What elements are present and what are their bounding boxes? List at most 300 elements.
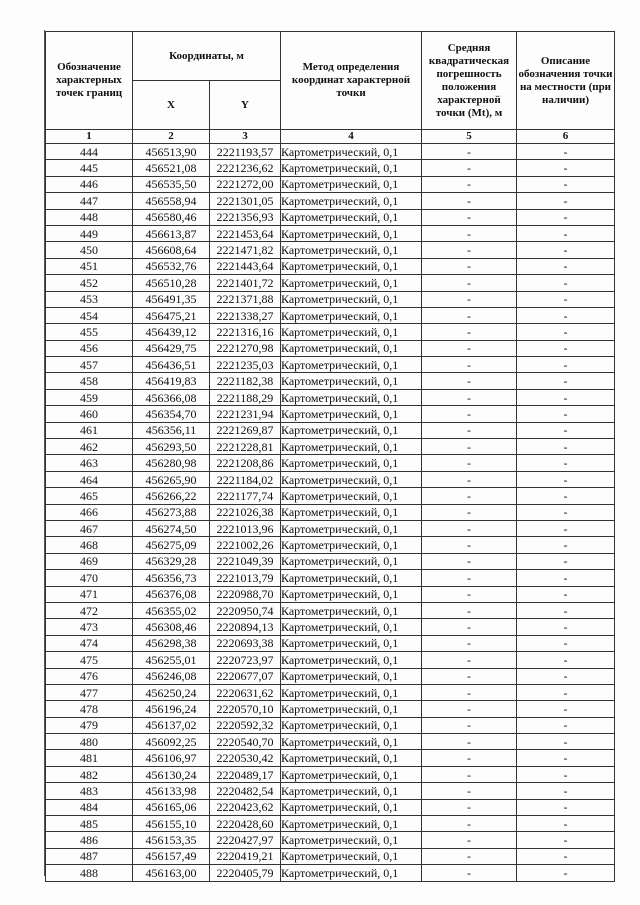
- point-number-cell: 469: [46, 553, 133, 569]
- point-number-cell: 480: [46, 734, 133, 750]
- table-row: [46, 832, 615, 848]
- method-cell: Картометрический, 0,1: [281, 619, 422, 635]
- error-cell: -: [422, 537, 517, 553]
- x-coordinate-cell: 456535,50: [133, 176, 210, 192]
- table-row: [46, 848, 615, 864]
- method-cell: Картометрический, 0,1: [281, 291, 422, 307]
- description-cell: -: [517, 275, 615, 291]
- method-cell: Картометрический, 0,1: [281, 471, 422, 487]
- x-coordinate-cell: 456255,01: [133, 652, 210, 668]
- method-cell: Картометрический, 0,1: [281, 865, 422, 881]
- y-coordinate-cell: 2221049,39: [210, 553, 281, 569]
- x-coordinate-cell: 456376,08: [133, 586, 210, 602]
- table-row: [46, 865, 615, 881]
- error-cell: -: [422, 619, 517, 635]
- table-row: [46, 242, 615, 258]
- description-cell: -: [517, 799, 615, 815]
- column-number-2: 2: [133, 130, 210, 144]
- x-coordinate-cell: 456250,24: [133, 684, 210, 700]
- method-cell: Картометрический, 0,1: [281, 848, 422, 864]
- description-cell: -: [517, 488, 615, 504]
- y-coordinate-cell: 2221235,03: [210, 357, 281, 373]
- table-row: [46, 225, 615, 241]
- y-coordinate-cell: 2220427,97: [210, 832, 281, 848]
- description-cell: -: [517, 504, 615, 520]
- table-row: [46, 455, 615, 471]
- method-cell: Картометрический, 0,1: [281, 832, 422, 848]
- error-cell: -: [422, 209, 517, 225]
- error-cell: -: [422, 553, 517, 569]
- description-cell: -: [517, 340, 615, 356]
- x-coordinate-cell: 456293,50: [133, 439, 210, 455]
- y-coordinate-cell: 2221231,94: [210, 406, 281, 422]
- y-coordinate-cell: 2221177,74: [210, 488, 281, 504]
- table-row: [46, 816, 615, 832]
- x-coordinate-cell: 456475,21: [133, 307, 210, 323]
- y-coordinate-cell: 2221301,05: [210, 193, 281, 209]
- x-coordinate-cell: 456280,98: [133, 455, 210, 471]
- table-row: [46, 160, 615, 176]
- description-cell: -: [517, 144, 615, 160]
- y-coordinate-cell: 2221002,26: [210, 537, 281, 553]
- y-coordinate-cell: 2220428,60: [210, 816, 281, 832]
- point-number-cell: 473: [46, 619, 133, 635]
- point-number-cell: 447: [46, 193, 133, 209]
- y-coordinate-cell: 2220723,97: [210, 652, 281, 668]
- method-cell: Картометрический, 0,1: [281, 422, 422, 438]
- method-cell: Картометрический, 0,1: [281, 766, 422, 782]
- point-number-cell: 482: [46, 766, 133, 782]
- header-description: Описание обозначения точки на местности (при наличии): [517, 32, 615, 130]
- x-coordinate-cell: 456608,64: [133, 242, 210, 258]
- method-cell: Картометрический, 0,1: [281, 160, 422, 176]
- description-cell: -: [517, 734, 615, 750]
- table-row: [46, 766, 615, 782]
- y-coordinate-cell: 2221182,38: [210, 373, 281, 389]
- y-coordinate-cell: 2221272,00: [210, 176, 281, 192]
- description-cell: -: [517, 357, 615, 373]
- error-cell: -: [422, 455, 517, 471]
- y-coordinate-cell: 2220693,38: [210, 635, 281, 651]
- x-coordinate-cell: 456165,06: [133, 799, 210, 815]
- error-cell: -: [422, 471, 517, 487]
- error-cell: -: [422, 816, 517, 832]
- point-number-cell: 446: [46, 176, 133, 192]
- point-number-cell: 454: [46, 307, 133, 323]
- method-cell: Картометрический, 0,1: [281, 717, 422, 733]
- error-cell: -: [422, 832, 517, 848]
- description-cell: -: [517, 865, 615, 881]
- x-coordinate-cell: 456532,76: [133, 258, 210, 274]
- description-cell: -: [517, 471, 615, 487]
- method-cell: Картометрический, 0,1: [281, 488, 422, 504]
- method-cell: Картометрический, 0,1: [281, 520, 422, 536]
- point-number-cell: 445: [46, 160, 133, 176]
- table-row: [46, 684, 615, 700]
- x-coordinate-cell: 456246,08: [133, 668, 210, 684]
- error-cell: -: [422, 439, 517, 455]
- y-coordinate-cell: 2220894,13: [210, 619, 281, 635]
- error-cell: -: [422, 357, 517, 373]
- point-number-cell: 465: [46, 488, 133, 504]
- x-coordinate-cell: 456558,94: [133, 193, 210, 209]
- point-number-cell: 467: [46, 520, 133, 536]
- x-coordinate-cell: 456580,46: [133, 209, 210, 225]
- description-cell: -: [517, 242, 615, 258]
- x-coordinate-cell: 456275,09: [133, 537, 210, 553]
- point-number-cell: 470: [46, 570, 133, 586]
- x-coordinate-cell: 456273,88: [133, 504, 210, 520]
- column-number-6: 6: [517, 130, 615, 144]
- table-header: [46, 32, 615, 144]
- column-number-3: 3: [210, 130, 281, 144]
- table-body: [46, 144, 615, 882]
- method-cell: Картометрический, 0,1: [281, 225, 422, 241]
- error-cell: -: [422, 406, 517, 422]
- description-cell: -: [517, 750, 615, 766]
- y-coordinate-cell: 2220405,79: [210, 865, 281, 881]
- x-coordinate-cell: 456439,12: [133, 324, 210, 340]
- description-cell: -: [517, 619, 615, 635]
- error-cell: -: [422, 340, 517, 356]
- header-x: X: [133, 81, 210, 130]
- description-cell: -: [517, 176, 615, 192]
- error-cell: -: [422, 848, 517, 864]
- y-coordinate-cell: 2220988,70: [210, 586, 281, 602]
- point-number-cell: 448: [46, 209, 133, 225]
- header-coordinates: Координаты, м: [133, 32, 281, 81]
- point-number-cell: 460: [46, 406, 133, 422]
- x-coordinate-cell: 456419,83: [133, 373, 210, 389]
- method-cell: Картометрический, 0,1: [281, 570, 422, 586]
- y-coordinate-cell: 2221193,57: [210, 144, 281, 160]
- table-row: [46, 307, 615, 323]
- point-number-cell: 453: [46, 291, 133, 307]
- method-cell: Картометрический, 0,1: [281, 176, 422, 192]
- error-cell: -: [422, 750, 517, 766]
- point-number-cell: 477: [46, 684, 133, 700]
- table-row: [46, 504, 615, 520]
- y-coordinate-cell: 2221013,96: [210, 520, 281, 536]
- x-coordinate-cell: 456265,90: [133, 471, 210, 487]
- description-cell: -: [517, 225, 615, 241]
- y-coordinate-cell: 2220419,21: [210, 848, 281, 864]
- method-cell: Картометрический, 0,1: [281, 439, 422, 455]
- description-cell: -: [517, 717, 615, 733]
- description-cell: -: [517, 439, 615, 455]
- point-number-cell: 476: [46, 668, 133, 684]
- method-cell: Картометрический, 0,1: [281, 455, 422, 471]
- y-coordinate-cell: 2220950,74: [210, 602, 281, 618]
- x-coordinate-cell: 456092,25: [133, 734, 210, 750]
- y-coordinate-cell: 2221228,81: [210, 439, 281, 455]
- point-number-cell: 481: [46, 750, 133, 766]
- x-coordinate-cell: 456196,24: [133, 701, 210, 717]
- point-number-cell: 466: [46, 504, 133, 520]
- description-cell: -: [517, 783, 615, 799]
- column-number-5: 5: [422, 130, 517, 144]
- error-cell: -: [422, 242, 517, 258]
- y-coordinate-cell: 2221236,62: [210, 160, 281, 176]
- x-coordinate-cell: 456153,35: [133, 832, 210, 848]
- column-number-1: 1: [46, 130, 133, 144]
- column-number-4: 4: [281, 130, 422, 144]
- header-method: Метод определения координат характерной точки: [281, 32, 422, 130]
- y-coordinate-cell: 2220482,54: [210, 783, 281, 799]
- y-coordinate-cell: 2220540,70: [210, 734, 281, 750]
- table-row: [46, 635, 615, 651]
- table-row: [46, 471, 615, 487]
- method-cell: Картометрический, 0,1: [281, 373, 422, 389]
- error-cell: -: [422, 160, 517, 176]
- table-row: [46, 389, 615, 405]
- x-coordinate-cell: 456157,49: [133, 848, 210, 864]
- y-coordinate-cell: 2221401,72: [210, 275, 281, 291]
- x-coordinate-cell: 456356,11: [133, 422, 210, 438]
- method-cell: Картометрический, 0,1: [281, 324, 422, 340]
- method-cell: Картометрический, 0,1: [281, 799, 422, 815]
- point-number-cell: 458: [46, 373, 133, 389]
- table-row: [46, 291, 615, 307]
- point-number-cell: 456: [46, 340, 133, 356]
- error-cell: -: [422, 258, 517, 274]
- table-row: [46, 373, 615, 389]
- error-cell: -: [422, 193, 517, 209]
- table-row: [46, 652, 615, 668]
- y-coordinate-cell: 2220530,42: [210, 750, 281, 766]
- point-number-cell: 488: [46, 865, 133, 881]
- error-cell: -: [422, 734, 517, 750]
- x-coordinate-cell: 456510,28: [133, 275, 210, 291]
- x-coordinate-cell: 456429,75: [133, 340, 210, 356]
- x-coordinate-cell: 456308,46: [133, 619, 210, 635]
- method-cell: Картометрический, 0,1: [281, 144, 422, 160]
- description-cell: -: [517, 406, 615, 422]
- error-cell: -: [422, 275, 517, 291]
- x-coordinate-cell: 456155,10: [133, 816, 210, 832]
- y-coordinate-cell: 2220423,62: [210, 799, 281, 815]
- x-coordinate-cell: 456106,97: [133, 750, 210, 766]
- error-cell: -: [422, 520, 517, 536]
- point-number-cell: 474: [46, 635, 133, 651]
- method-cell: Картометрический, 0,1: [281, 389, 422, 405]
- error-cell: -: [422, 570, 517, 586]
- point-number-cell: 450: [46, 242, 133, 258]
- point-number-cell: 485: [46, 816, 133, 832]
- description-cell: -: [517, 291, 615, 307]
- method-cell: Картометрический, 0,1: [281, 602, 422, 618]
- description-cell: -: [517, 373, 615, 389]
- point-number-cell: 487: [46, 848, 133, 864]
- y-coordinate-cell: 2221026,38: [210, 504, 281, 520]
- point-number-cell: 486: [46, 832, 133, 848]
- point-number-cell: 472: [46, 602, 133, 618]
- table-row: [46, 783, 615, 799]
- coordinates-table: [45, 31, 615, 882]
- table-row: [46, 799, 615, 815]
- table-row: [46, 586, 615, 602]
- method-cell: Картометрический, 0,1: [281, 537, 422, 553]
- description-cell: -: [517, 684, 615, 700]
- x-coordinate-cell: 456513,90: [133, 144, 210, 160]
- x-coordinate-cell: 456521,08: [133, 160, 210, 176]
- table-row: [46, 193, 615, 209]
- method-cell: Картометрический, 0,1: [281, 816, 422, 832]
- description-cell: -: [517, 537, 615, 553]
- y-coordinate-cell: 2220489,17: [210, 766, 281, 782]
- method-cell: Картометрический, 0,1: [281, 242, 422, 258]
- method-cell: Картометрический, 0,1: [281, 734, 422, 750]
- point-number-cell: 457: [46, 357, 133, 373]
- point-number-cell: 455: [46, 324, 133, 340]
- table-row: [46, 258, 615, 274]
- x-coordinate-cell: 456366,08: [133, 389, 210, 405]
- y-coordinate-cell: 2221316,16: [210, 324, 281, 340]
- description-cell: -: [517, 324, 615, 340]
- method-cell: Картометрический, 0,1: [281, 652, 422, 668]
- x-coordinate-cell: 456356,73: [133, 570, 210, 586]
- x-coordinate-cell: 456137,02: [133, 717, 210, 733]
- table-row: [46, 488, 615, 504]
- y-coordinate-cell: 2221013,79: [210, 570, 281, 586]
- error-cell: -: [422, 176, 517, 192]
- description-cell: -: [517, 832, 615, 848]
- method-cell: Картометрический, 0,1: [281, 307, 422, 323]
- error-cell: -: [422, 602, 517, 618]
- y-coordinate-cell: 2221184,02: [210, 471, 281, 487]
- x-coordinate-cell: 456130,24: [133, 766, 210, 782]
- table-row: [46, 275, 615, 291]
- x-coordinate-cell: 456491,35: [133, 291, 210, 307]
- point-number-cell: 478: [46, 701, 133, 717]
- error-cell: -: [422, 783, 517, 799]
- point-number-cell: 468: [46, 537, 133, 553]
- description-cell: -: [517, 766, 615, 782]
- error-cell: -: [422, 684, 517, 700]
- table-row: [46, 717, 615, 733]
- x-coordinate-cell: 456436,51: [133, 357, 210, 373]
- method-cell: Картометрический, 0,1: [281, 193, 422, 209]
- error-cell: -: [422, 144, 517, 160]
- error-cell: -: [422, 668, 517, 684]
- table-row: [46, 537, 615, 553]
- description-cell: -: [517, 389, 615, 405]
- table-row: [46, 340, 615, 356]
- table-row: [46, 209, 615, 225]
- point-number-cell: 475: [46, 652, 133, 668]
- method-cell: Картометрический, 0,1: [281, 586, 422, 602]
- x-coordinate-cell: 456274,50: [133, 520, 210, 536]
- header-point-designation: Обозначение характерных точек границ: [46, 32, 133, 130]
- point-number-cell: 459: [46, 389, 133, 405]
- y-coordinate-cell: 2221188,29: [210, 389, 281, 405]
- description-cell: -: [517, 193, 615, 209]
- table-row: [46, 324, 615, 340]
- table-row: [46, 750, 615, 766]
- description-cell: -: [517, 520, 615, 536]
- method-cell: Картометрический, 0,1: [281, 406, 422, 422]
- point-number-cell: 451: [46, 258, 133, 274]
- x-coordinate-cell: 456163,00: [133, 865, 210, 881]
- header-error: Средняя квадратическая погрешность положения характерной точки (Mt), м: [422, 32, 517, 130]
- point-number-cell: 479: [46, 717, 133, 733]
- header-y: Y: [210, 81, 281, 130]
- y-coordinate-cell: 2221270,98: [210, 340, 281, 356]
- table-row: [46, 734, 615, 750]
- x-coordinate-cell: 456298,38: [133, 635, 210, 651]
- method-cell: Картометрический, 0,1: [281, 209, 422, 225]
- error-cell: -: [422, 307, 517, 323]
- description-cell: -: [517, 635, 615, 651]
- error-cell: -: [422, 586, 517, 602]
- description-cell: -: [517, 570, 615, 586]
- point-number-cell: 461: [46, 422, 133, 438]
- description-cell: -: [517, 553, 615, 569]
- error-cell: -: [422, 504, 517, 520]
- error-cell: -: [422, 373, 517, 389]
- table-row: [46, 422, 615, 438]
- x-coordinate-cell: 456613,87: [133, 225, 210, 241]
- description-cell: -: [517, 701, 615, 717]
- description-cell: -: [517, 668, 615, 684]
- y-coordinate-cell: 2221371,88: [210, 291, 281, 307]
- point-number-cell: 471: [46, 586, 133, 602]
- method-cell: Картометрический, 0,1: [281, 783, 422, 799]
- table-row: [46, 553, 615, 569]
- error-cell: -: [422, 422, 517, 438]
- y-coordinate-cell: 2220677,07: [210, 668, 281, 684]
- method-cell: Картометрический, 0,1: [281, 357, 422, 373]
- point-number-cell: 464: [46, 471, 133, 487]
- method-cell: Картометрический, 0,1: [281, 275, 422, 291]
- point-number-cell: 463: [46, 455, 133, 471]
- description-cell: -: [517, 422, 615, 438]
- table-row: [46, 602, 615, 618]
- description-cell: -: [517, 307, 615, 323]
- method-cell: Картометрический, 0,1: [281, 684, 422, 700]
- point-number-cell: 483: [46, 783, 133, 799]
- y-coordinate-cell: 2221443,64: [210, 258, 281, 274]
- method-cell: Картометрический, 0,1: [281, 701, 422, 717]
- error-cell: -: [422, 717, 517, 733]
- y-coordinate-cell: 2221208,86: [210, 455, 281, 471]
- error-cell: -: [422, 635, 517, 651]
- x-coordinate-cell: 456329,28: [133, 553, 210, 569]
- point-number-cell: 484: [46, 799, 133, 815]
- y-coordinate-cell: 2221356,93: [210, 209, 281, 225]
- y-coordinate-cell: 2221269,87: [210, 422, 281, 438]
- point-number-cell: 444: [46, 144, 133, 160]
- table-row: [46, 357, 615, 373]
- method-cell: Картометрический, 0,1: [281, 258, 422, 274]
- description-cell: -: [517, 652, 615, 668]
- y-coordinate-cell: 2221338,27: [210, 307, 281, 323]
- error-cell: -: [422, 291, 517, 307]
- x-coordinate-cell: 456355,02: [133, 602, 210, 618]
- point-number-cell: 449: [46, 225, 133, 241]
- error-cell: -: [422, 766, 517, 782]
- error-cell: -: [422, 225, 517, 241]
- table-row: [46, 520, 615, 536]
- table-row: [46, 701, 615, 717]
- method-cell: Картометрический, 0,1: [281, 750, 422, 766]
- table-row: [46, 176, 615, 192]
- point-number-cell: 452: [46, 275, 133, 291]
- description-cell: -: [517, 209, 615, 225]
- y-coordinate-cell: 2221453,64: [210, 225, 281, 241]
- point-number-cell: 462: [46, 439, 133, 455]
- description-cell: -: [517, 602, 615, 618]
